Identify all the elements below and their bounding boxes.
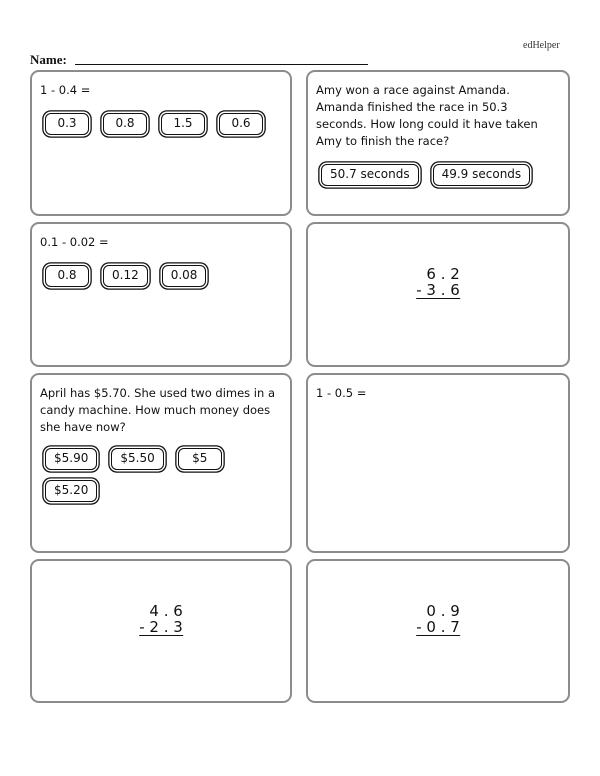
answer-choice[interactable]: 0.8 bbox=[103, 113, 147, 135]
vertical-subtraction bbox=[139, 603, 183, 636]
answer-choice[interactable]: $5.50 bbox=[111, 448, 163, 470]
answer-choice[interactable]: 1.5 bbox=[161, 113, 205, 135]
name-label: Name: bbox=[30, 52, 67, 67]
answer-choices bbox=[40, 111, 282, 137]
minuend: 6 . 2 bbox=[426, 265, 460, 283]
answer-choice[interactable]: $5 bbox=[178, 448, 222, 470]
answer-choice[interactable]: 50.7 seconds bbox=[321, 164, 419, 186]
answer-choice[interactable]: 0.12 bbox=[103, 265, 148, 287]
problem-card-5 bbox=[30, 373, 292, 553]
question-text: Amy won a race against Amanda. Amanda finished the race in 50.3 seconds. How long could it have taken Amy to finish the race? bbox=[316, 83, 538, 148]
problem-card-8 bbox=[306, 559, 570, 703]
answer-choice[interactable]: 49.9 seconds bbox=[433, 164, 531, 186]
answer-choice[interactable]: $5.90 bbox=[45, 448, 97, 470]
answer-choice[interactable]: 0.08 bbox=[162, 265, 207, 287]
answer-choices bbox=[40, 446, 240, 504]
question-text: 1 - 0.4 = bbox=[40, 83, 91, 97]
answer-choice[interactable]: 0.6 bbox=[219, 113, 263, 135]
question-text: 1 - 0.5 = bbox=[316, 386, 367, 400]
answer-choice[interactable]: $5.20 bbox=[45, 480, 97, 502]
problem-card-3 bbox=[30, 222, 292, 367]
minuend: 4 . 6 bbox=[149, 602, 183, 620]
answer-choice[interactable]: 0.8 bbox=[45, 265, 89, 287]
question-text: April has $5.70. She used two dimes in a candy machine. How much money does she have now? bbox=[40, 386, 275, 434]
problem-card-4 bbox=[306, 222, 570, 367]
problem-card-2 bbox=[306, 70, 570, 216]
answer-choices bbox=[40, 263, 282, 289]
subtrahend: - 0 . 7 bbox=[416, 618, 460, 636]
problem-card-6 bbox=[306, 373, 570, 553]
vertical-subtraction bbox=[416, 266, 460, 299]
question-text: 0.1 - 0.02 = bbox=[40, 235, 109, 249]
problem-card-1 bbox=[30, 70, 292, 216]
answer-choices bbox=[316, 162, 560, 188]
brand-label: edHelper bbox=[523, 40, 560, 51]
minuend: 0 . 9 bbox=[426, 602, 460, 620]
name-line[interactable] bbox=[75, 64, 368, 65]
vertical-subtraction bbox=[416, 603, 460, 636]
subtrahend: - 2 . 3 bbox=[139, 618, 183, 636]
problem-card-7 bbox=[30, 559, 292, 703]
answer-choice[interactable]: 0.3 bbox=[45, 113, 89, 135]
subtrahend: - 3 . 6 bbox=[416, 281, 460, 299]
